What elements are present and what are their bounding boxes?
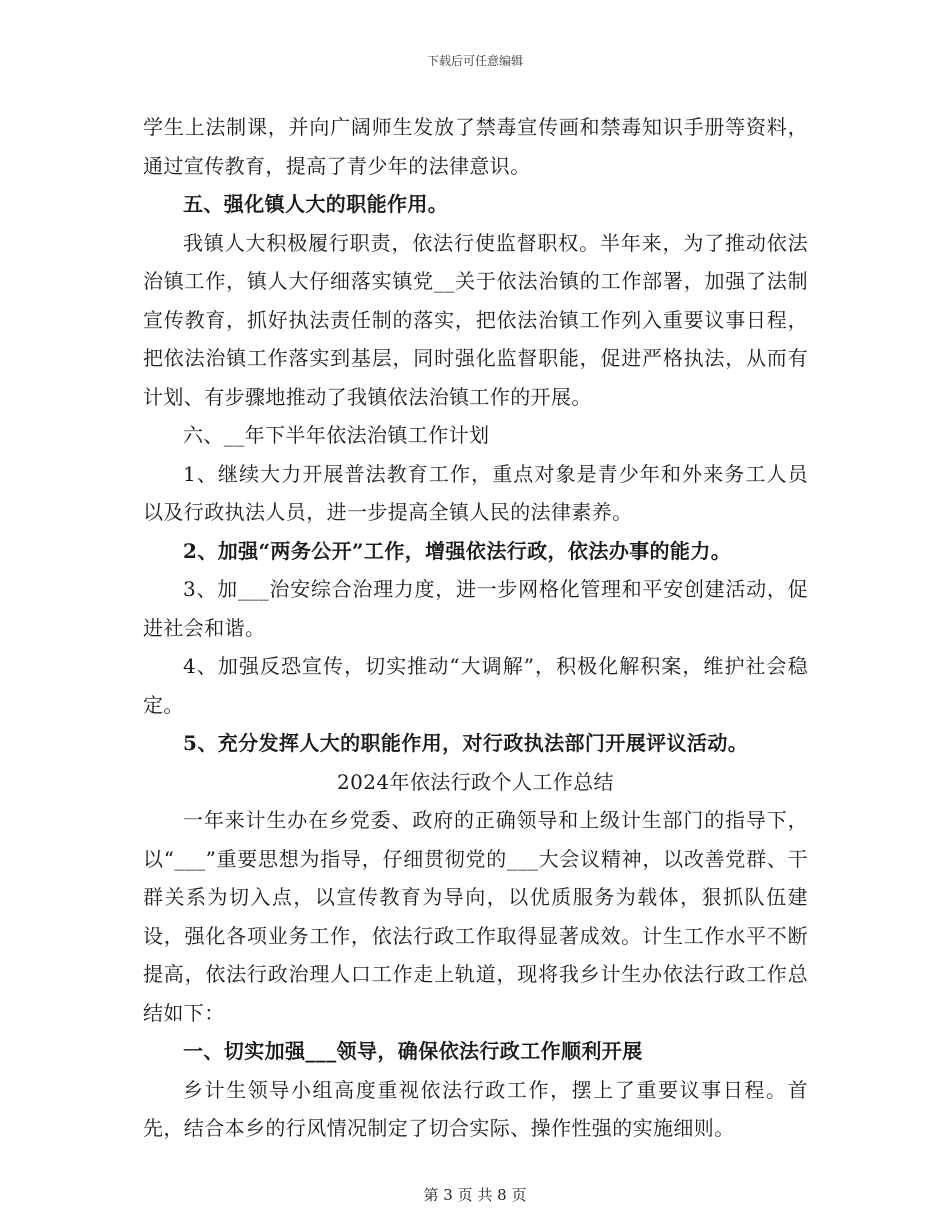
section-heading: 一、切实加强___领导，确保依法行政工作顺利开展 xyxy=(183,1039,643,1063)
page-header: 下载后可任意编辑 xyxy=(426,54,523,68)
paragraph: 乡计生领导小组高度重视依法行政工作，摆上了重要议事日程。首先，结合本乡的行风情况制定了切合实际、操作性强的实施细则。 xyxy=(143,1077,808,1140)
paragraph: 一年来计生办在乡党委、政府的正确领导和上级计生部门的指导下，以“___”重要思想为指导，仔细贯彻党的___大会议精神，以改善党群、干群关系为切入点，以宣传教育为导向，以优质服务为载体，狠抓队伍建设，强化各项业务工作，依法行政工作取得显著成效。计生工作水平不断提高，依法行政治理人口工作走上轨道，现将我乡计生办依法行政工作总结如下： xyxy=(143,808,808,1025)
list-item: 4、加强反恐宣传，切实推动“大调解”，积极化解积案，维护社会稳定。 xyxy=(143,654,808,717)
list-item: 2、加强“两务公开”工作，增强依法行政，依法办事的能力。 xyxy=(183,538,732,563)
page-number: 第 3 页 共 8 页 xyxy=(423,1186,527,1204)
paragraph: 学生上法制课，并向广阔师生发放了禁毒宣传画和禁毒知识手册等资料，通过宣传教育，提高了青少年的法律意识。 xyxy=(143,115,808,178)
list-item: 1、继续大力开展普法教育工作，重点对象是青少年和外来务工人员以及行政执法人员，进一步提高全镇人民的法律素养。 xyxy=(143,461,808,524)
section-heading: 五、强化镇人大的职能作用。 xyxy=(183,192,449,216)
document-title: 2024年依法行政个人工作总结 xyxy=(337,769,614,794)
document-body xyxy=(143,108,808,1148)
list-item: 5、充分发挥人大的职能作用，对行政执法部门开展评议活动。 xyxy=(183,731,749,755)
section-heading: 六、__年下半年依法治镇工作计划 xyxy=(183,423,490,447)
paragraph: 我镇人大积极履行职责，依法行使监督职权。半年来，为了推动依法治镇工作，镇人大仔细落实镇党__关于依法治镇的工作部署，加强了法制宣传教育，抓好执法责任制的落实，把依法治镇工作列入重要议事日程，把依法治镇工作落实到基层，同时强化监督职能，促进严格执法，从而有计划、有步骤地推动了我镇依法治镇工作的开展。 xyxy=(143,230,808,409)
list-item: 3、加___治安综合治理力度，进一步网格化管理和平安创建活动，促进社会和谐。 xyxy=(143,577,808,640)
